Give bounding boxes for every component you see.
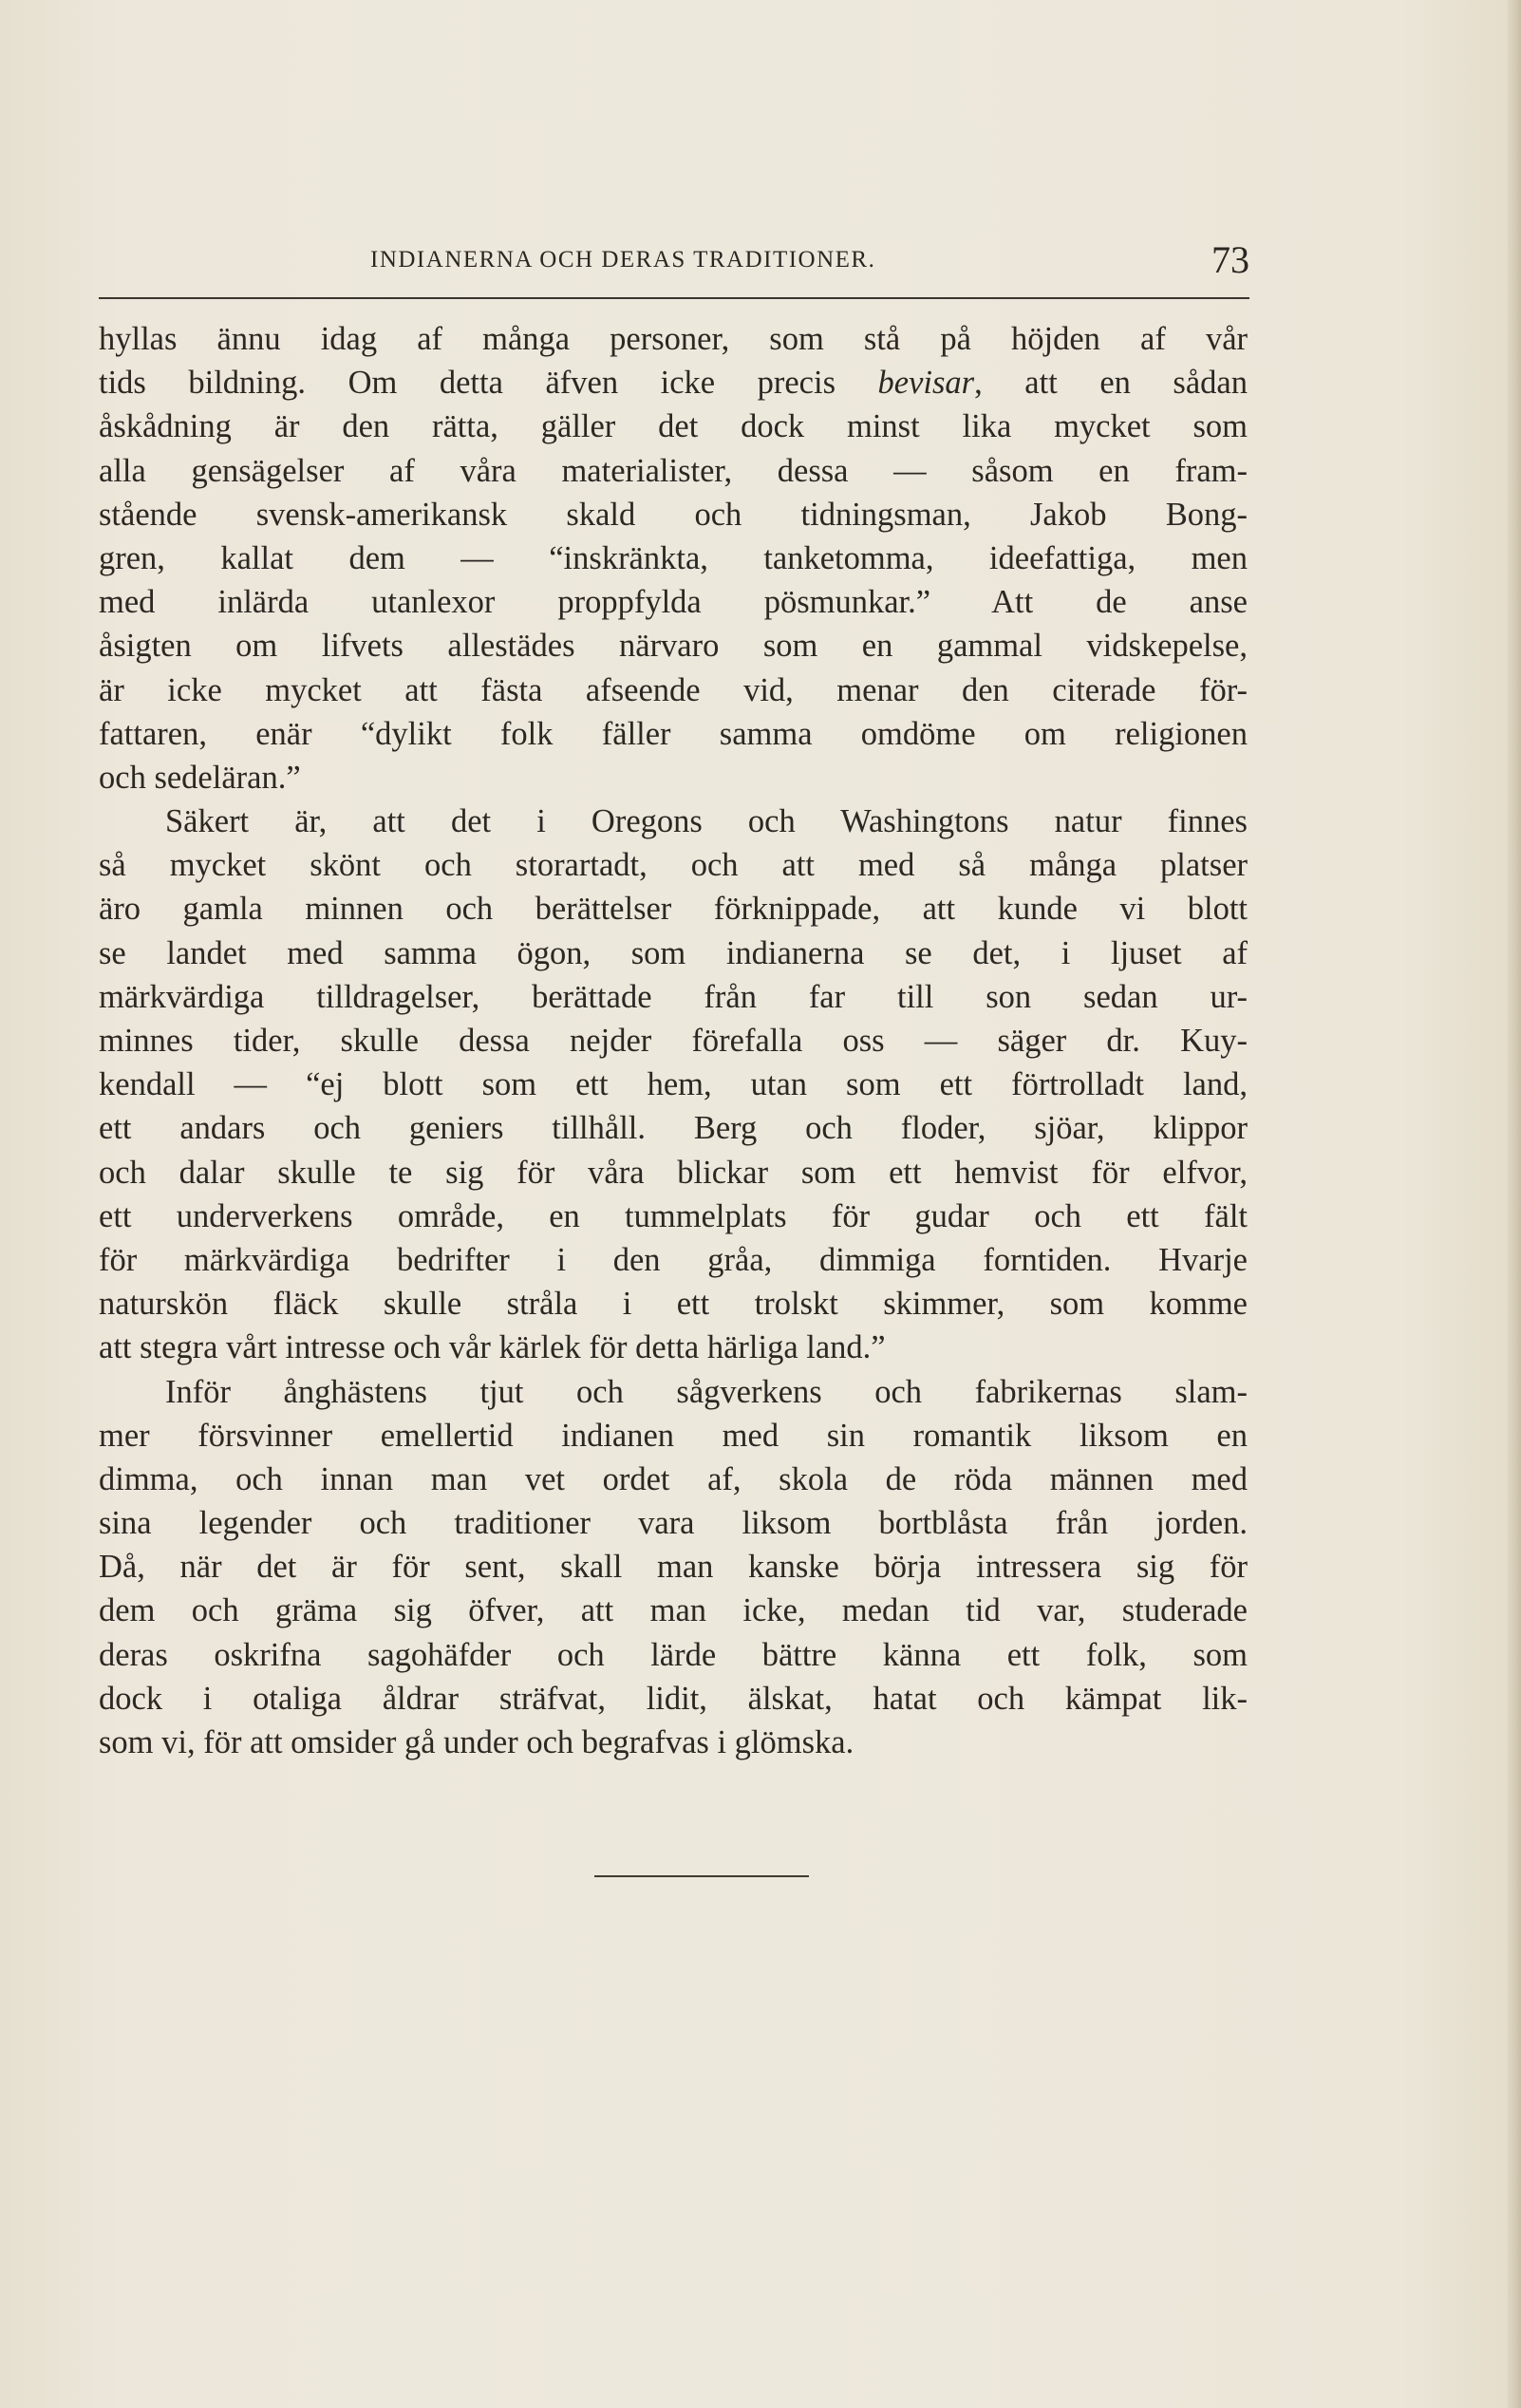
text-line: är icke mycket att fästa afseende vid, menar den citerade för- [99, 671, 1248, 708]
text-line: dem och gräma sig öfver, att man icke, medan tid var, studerade [99, 1592, 1248, 1629]
text-line: mer försvinner emellertid indianen med sin romantik liksom en [99, 1417, 1248, 1454]
text-line: naturskön fläck skulle stråla i ett trolskt skimmer, som komme [99, 1286, 1248, 1323]
text-line-part: tids bildning. Om detta äfven icke precis [99, 365, 878, 402]
text-line: för märkvärdiga bedrifter i den gråa, dimmiga forntiden. Hvarje [99, 1241, 1248, 1278]
text-line [99, 361, 1248, 404]
text-line: Säkert är, att det i Oregons och Washingtons natur finnes [165, 803, 1248, 840]
text-line: se landet med samma ögon, som indianerna se det, i ljuset af [99, 934, 1248, 971]
text-line: stående svensk-amerikansk skald och tidningsman, Jakob Bong- [99, 496, 1248, 533]
text-line: att stegra vårt intresse och vår kärlek för detta härliga land.” [99, 1329, 886, 1366]
text-line: gren, kallat dem — “inskränkta, tanketomma, ideefattiga, men [99, 539, 1248, 576]
text-line: Inför ånghästens tjut och sågverkens och fabrikernas slam- [165, 1373, 1248, 1410]
running-head: INDIANERNA OCH DERAS TRADITIONER. [370, 247, 876, 273]
text-line: dock i otaliga åldrar sträfvat, lidit, älskat, hatat och kämpat lik- [99, 1680, 1248, 1717]
emphasized-word: bevisar [877, 365, 975, 402]
text-line: och dalar skulle te sig för våra blickar som ett hemvist för elfvor, [99, 1154, 1248, 1191]
page-number: 73 [1211, 238, 1249, 281]
text-line: ett underverkens område, en tummelplats för gudar och ett fält [99, 1197, 1248, 1234]
text-line: äro gamla minnen och berättelser förknippade, att kunde vi blott [99, 891, 1248, 928]
text-line: alla gensägelser af våra materialister, dessa — såsom en fram- [99, 452, 1248, 489]
end-rule [594, 1875, 809, 1877]
text-line: så mycket skönt och storartadt, och att med så många platser [99, 847, 1248, 884]
page-header [99, 234, 1249, 291]
text-line: hyllas ännu idag af många personer, som stå på höjden af vår [99, 321, 1248, 357]
text-line: minnes tider, skulle dessa nejder förefalla oss — säger dr. Kuy- [99, 1023, 1248, 1059]
text-line: åsigten om lifvets allestädes närvaro som en gammal vidskepelse, [99, 628, 1248, 665]
page-edge [1508, 0, 1521, 2408]
text-line: som vi, för att omsider gå under och begrafvas i glömska. [99, 1724, 854, 1760]
text-line: åskådning är den rätta, gäller det dock minst lika mycket som [99, 408, 1248, 445]
text-line: Då, när det är för sent, skall man kanske börja intressera sig för [99, 1549, 1248, 1586]
text-line: märkvärdiga tilldragelser, berättade från far till son sedan ur- [99, 978, 1248, 1015]
body-text [99, 317, 1248, 1764]
text-line-part: , att en sådan [974, 365, 1248, 402]
text-line: med inlärda utanlexor proppfylda pösmunkar.” Att de anse [99, 584, 1248, 621]
text-line: sina legender och traditioner vara liksom bortblåsta från jorden. [99, 1505, 1248, 1542]
text-line: fattaren, enär “dylikt folk fäller samma omdöme om religionen [99, 715, 1248, 752]
text-line: ett andars och geniers tillhåll. Berg och floder, sjöar, klippor [99, 1110, 1248, 1147]
text-line: dimma, och innan man vet ordet af, skola de röda männen med [99, 1460, 1248, 1497]
text-line: kendall — “ej blott som ett hem, utan som ett förtrolladt land, [99, 1066, 1248, 1103]
text-line: och sedeläran.” [99, 759, 301, 796]
text-line: deras oskrifna sagohäfder och lärde bättre känna ett folk, som [99, 1636, 1248, 1673]
header-rule [99, 297, 1249, 299]
